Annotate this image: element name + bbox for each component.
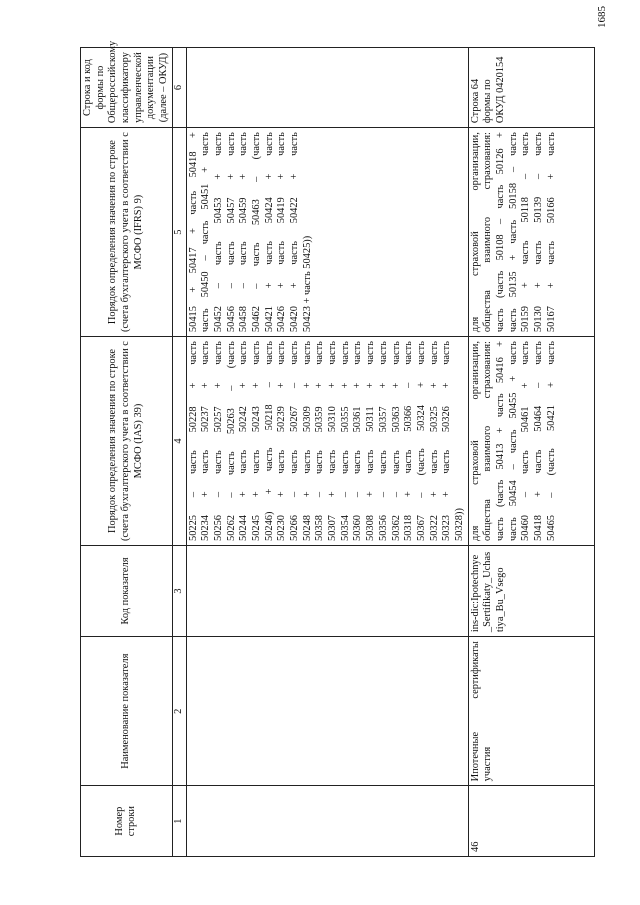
column-number: 6 [172,48,186,128]
ifrs9-rule-cell [186,128,468,337]
formula-line: 50167 + часть 50166 + часть [545,132,557,333]
formula-line: часть 50135 + часть 50158 – часть [507,132,519,333]
formula-line: 50262 – часть 50263 – (часть [225,341,237,541]
formula-line: 50452 – часть 50453 + часть [212,132,224,333]
column-number: 5 [172,128,186,337]
formula-line: 50354 – часть 50355 + часть [339,341,351,541]
header-ifrs9-rule: Порядок определения значения по строке (счета бухгалтерского учета в соответствии с МСФО (IFRS) 9) [81,128,173,337]
formula-line: 50465 – (часть 50421 + часть [545,341,557,541]
formula-line: 50456 – часть 50457 + часть [225,132,237,333]
row-number-cell [186,786,468,857]
page-number: 1685 [596,6,608,28]
formula-line: 50246) + часть 50218 – часть [263,341,275,541]
row-number-cell: 46 [468,786,594,857]
table-row [468,48,594,857]
formula-line: 50323 + часть 50326 + часть [441,341,453,541]
formula-line: 50230 + часть 50239 + часть [276,341,288,541]
formula-line: 50421 + часть 50424 + часть [263,132,275,333]
indicator-table [80,40,595,857]
formula-line: 50418 + часть 50464 – часть [533,341,545,541]
indicator-code-cell: ins-dic:Ipotechnye_Sertifikaty_Uchastiya_Bu_Vsego [468,545,594,636]
indicator-name-cell [186,637,468,786]
formula-line: 50308 + часть 50311 + часть [365,341,377,541]
header-indicator-code: Код показателя [81,545,173,636]
column-number: 3 [172,545,186,636]
column-number: 4 [172,337,186,546]
formula-line: 50420 + часть 50422 + часть [289,132,300,333]
okud-form-cell [186,48,468,128]
column-number: 1 [172,786,186,857]
formula-line: 50266 – часть 50267 – часть [289,341,300,541]
formula-line: часть (часть 50413 + часть 50416 + [495,341,506,541]
formula-line: 50356 – часть 50357 + часть [377,341,389,541]
header-indicator-name: Наименование показателя [81,637,173,786]
header-okud-form: Строка и код формы по Общероссийскому классификатору управленческой документации (далее – ОКУД) [81,48,173,128]
formula-line: 50244 + часть 50242 + часть [238,341,250,541]
header-row-number: Номер строки [81,786,173,857]
formula-line: 50318 + часть 50366 – часть [403,341,415,541]
indicator-name-line: участия [482,746,494,782]
column-number-row [172,48,186,857]
indicator-name-line: Ипотечные сертификаты [469,641,481,782]
formula-line: 50358 – часть 50359 + часть [314,341,326,541]
column-number: 2 [172,637,186,786]
formula-line: 50423 + часть 50425)) [301,235,313,333]
formula-line: часть 50454 – часть 50455 + часть [507,341,519,541]
formula-line: для страховой организации, [469,341,481,541]
formula-line: 50415 + 50417 + часть 50418 + [187,132,199,333]
formula-line: 50159 + часть 50118 – часть [520,132,532,333]
formula-line: 50245 + часть 50243 + часть [250,341,262,541]
rotated-table-sheet [80,40,595,857]
formula-line: часть 50450 – часть 50451 + часть [200,132,212,333]
formula-line: 50307 + часть 50310 + часть [327,341,339,541]
indicator-code-cell [186,545,468,636]
formula-line: 50458 – часть 50459 + часть [238,132,250,333]
formula-line: 50328)) [453,508,465,541]
formula-line: 50234 + часть 50237 + часть [200,341,212,541]
formula-line: 50462 – часть 50463 – (часть [250,132,262,333]
okud-form-cell: Строка 64 формы по ОКУД 0420154 [468,48,594,128]
formula-line: 50256 – часть 50257 + часть [212,341,224,541]
formula-line: 50460 – часть 50461 + часть [520,341,532,541]
table-row [186,48,468,857]
formula-line: 50426 + часть 50419 + часть [276,132,288,333]
formula-line: 50225 – часть 50228 + часть [187,341,199,541]
header-ias39-rule: Порядок определения значения по строке (счета бухгалтерского учета в соответствии с МСФО (IAS) 39) [81,337,173,546]
formula-line: 50248 + часть 50309 + часть [301,341,313,541]
formula-line: 50360 – часть 50361 + часть [352,341,364,541]
formula-line: 50362 – часть 50363 + часть [390,341,402,541]
formula-line: 50367 – (часть 50324 + часть [415,341,427,541]
ifrs9-rule-cell [468,128,594,337]
indicator-name-cell [468,637,594,786]
ias39-rule-cell [468,337,594,546]
formula-line: общества взаимного страхования: [482,341,494,541]
formula-line: часть (часть 50108 – часть 50126 + [495,132,506,333]
formula-line: 50322 + часть 50325 + часть [428,341,440,541]
ias39-rule-cell [186,337,468,546]
formula-line: для страховой организации, [469,132,481,333]
formula-line: общества взаимного страхования: [482,132,494,333]
formula-line: 50130 + часть 50139 – часть [533,132,545,333]
